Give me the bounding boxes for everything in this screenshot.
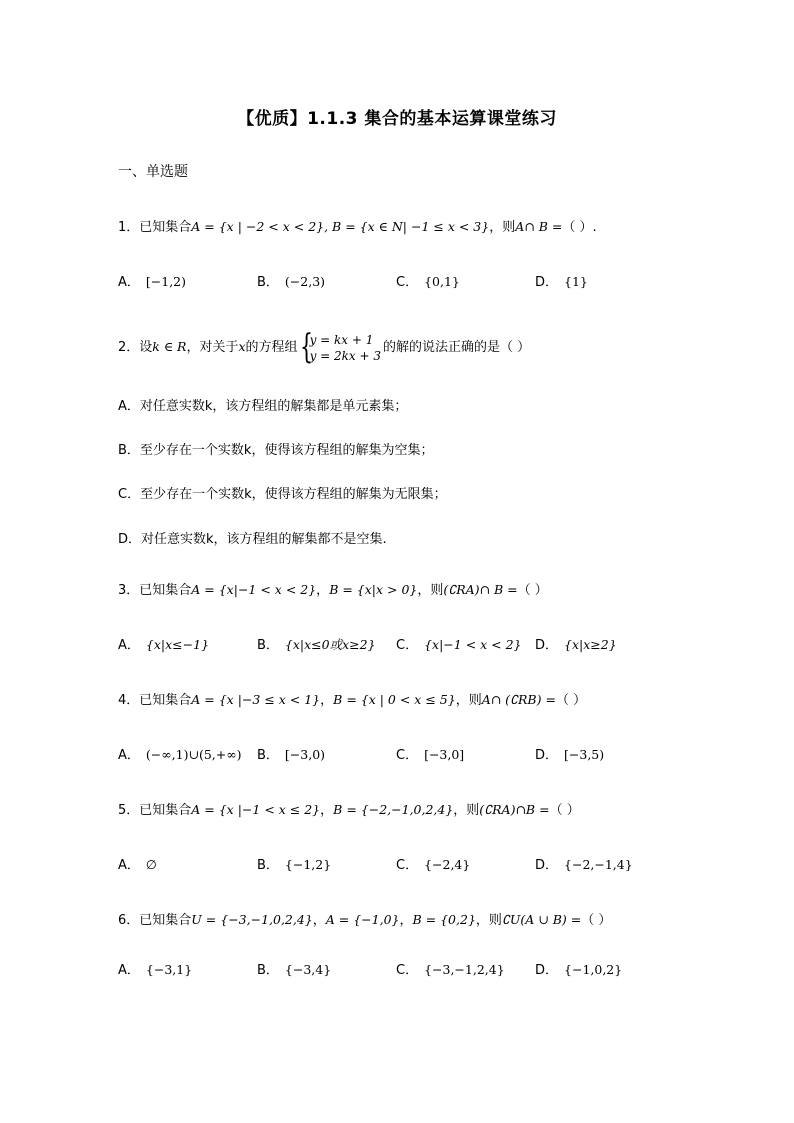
q6-option-c: C． {−3,−1,2,4} — [396, 962, 505, 978]
q4-option-b: B． [−3,0) — [257, 747, 326, 763]
q6-option-b: B． {−3,4} — [257, 962, 332, 978]
page-title: 【优质】1.1.3 集合的基本运算课堂练习 — [237, 109, 557, 129]
q2-option-c: C．至少存在一个实数k，使得该方程组的解集为无限集； — [118, 487, 447, 502]
q5-option-c: C． {−2,4} — [396, 857, 471, 873]
q5-option-b: B． {−1,2} — [257, 857, 332, 873]
question-1: 1．已知集合A = {x | −2 < x < 2}, B = {x ∈ N| −1 ≤ x < 3}，则A∩ B =（ ）. — [118, 219, 597, 235]
q6-option-a: A． {−3,1} — [118, 962, 193, 978]
section-heading: 一、单选题 — [118, 164, 188, 180]
question-4: 4．已知集合A = {x |−3 ≤ x < 1}，B = {x | 0 < x ≤ 5}，则A∩ (∁RB) =（ ） — [118, 692, 587, 708]
q4-option-a: A． (−∞,1)∪(5,+∞) — [118, 747, 242, 763]
q2-option-b: B．至少存在一个实数k，使得该方程组的解集为空集； — [118, 443, 434, 458]
question-3: 3．已知集合A = {x|−1 < x < 2}，B = {x|x > 0}，则(∁RA)∩ B =（ ） — [118, 582, 548, 598]
q2-option-d: D．对任意实数k，该方程组的解集都不是空集. — [118, 532, 387, 547]
equation-system: { y = kx + 1 y = 2kx + 3 — [299, 326, 382, 367]
q5-option-a: A． ∅ — [118, 857, 157, 873]
q5-option-d: D． {−2,−1,4} — [535, 857, 633, 873]
q4-option-c: C． [−3,0] — [396, 747, 465, 763]
q1-option-b: B． (−2,3) — [257, 274, 326, 290]
q3-option-d: D． {x|x≥2} — [535, 637, 617, 653]
q2-option-a: A．对任意实数k，该方程组的解集都是单元素集； — [118, 399, 408, 414]
q3-option-c: C． {x|−1 < x < 2} — [396, 637, 522, 653]
q1-option-c: C． {0,1} — [396, 274, 460, 290]
q1-option-d: D． {1} — [535, 274, 588, 290]
q3-option-a: A． {x|x≤−1} — [118, 637, 210, 653]
q6-option-d: D． {−1,0,2} — [535, 962, 623, 978]
q4-option-d: D． [−3,5) — [535, 747, 605, 763]
question-2: 2．设k ∈ R，对关于x的方程组 { y = kx + 1 y = 2kx + 3 的解的说法正确的是（ ） — [118, 326, 531, 367]
question-6: 6．已知集合U = {−3,−1,0,2,4}，A = {−1,0}，B = {0,2}，则∁U(A ∪ B) =（ ） — [118, 912, 612, 928]
q3-option-b: B． {x|x≤0或x≥2} — [257, 637, 376, 653]
q1-option-a: A． [−1,2) — [118, 274, 187, 290]
question-5: 5．已知集合A = {x |−1 < x ≤ 2}，B = {−2,−1,0,2,4}，则(∁RA)∩B =（ ） — [118, 802, 580, 818]
